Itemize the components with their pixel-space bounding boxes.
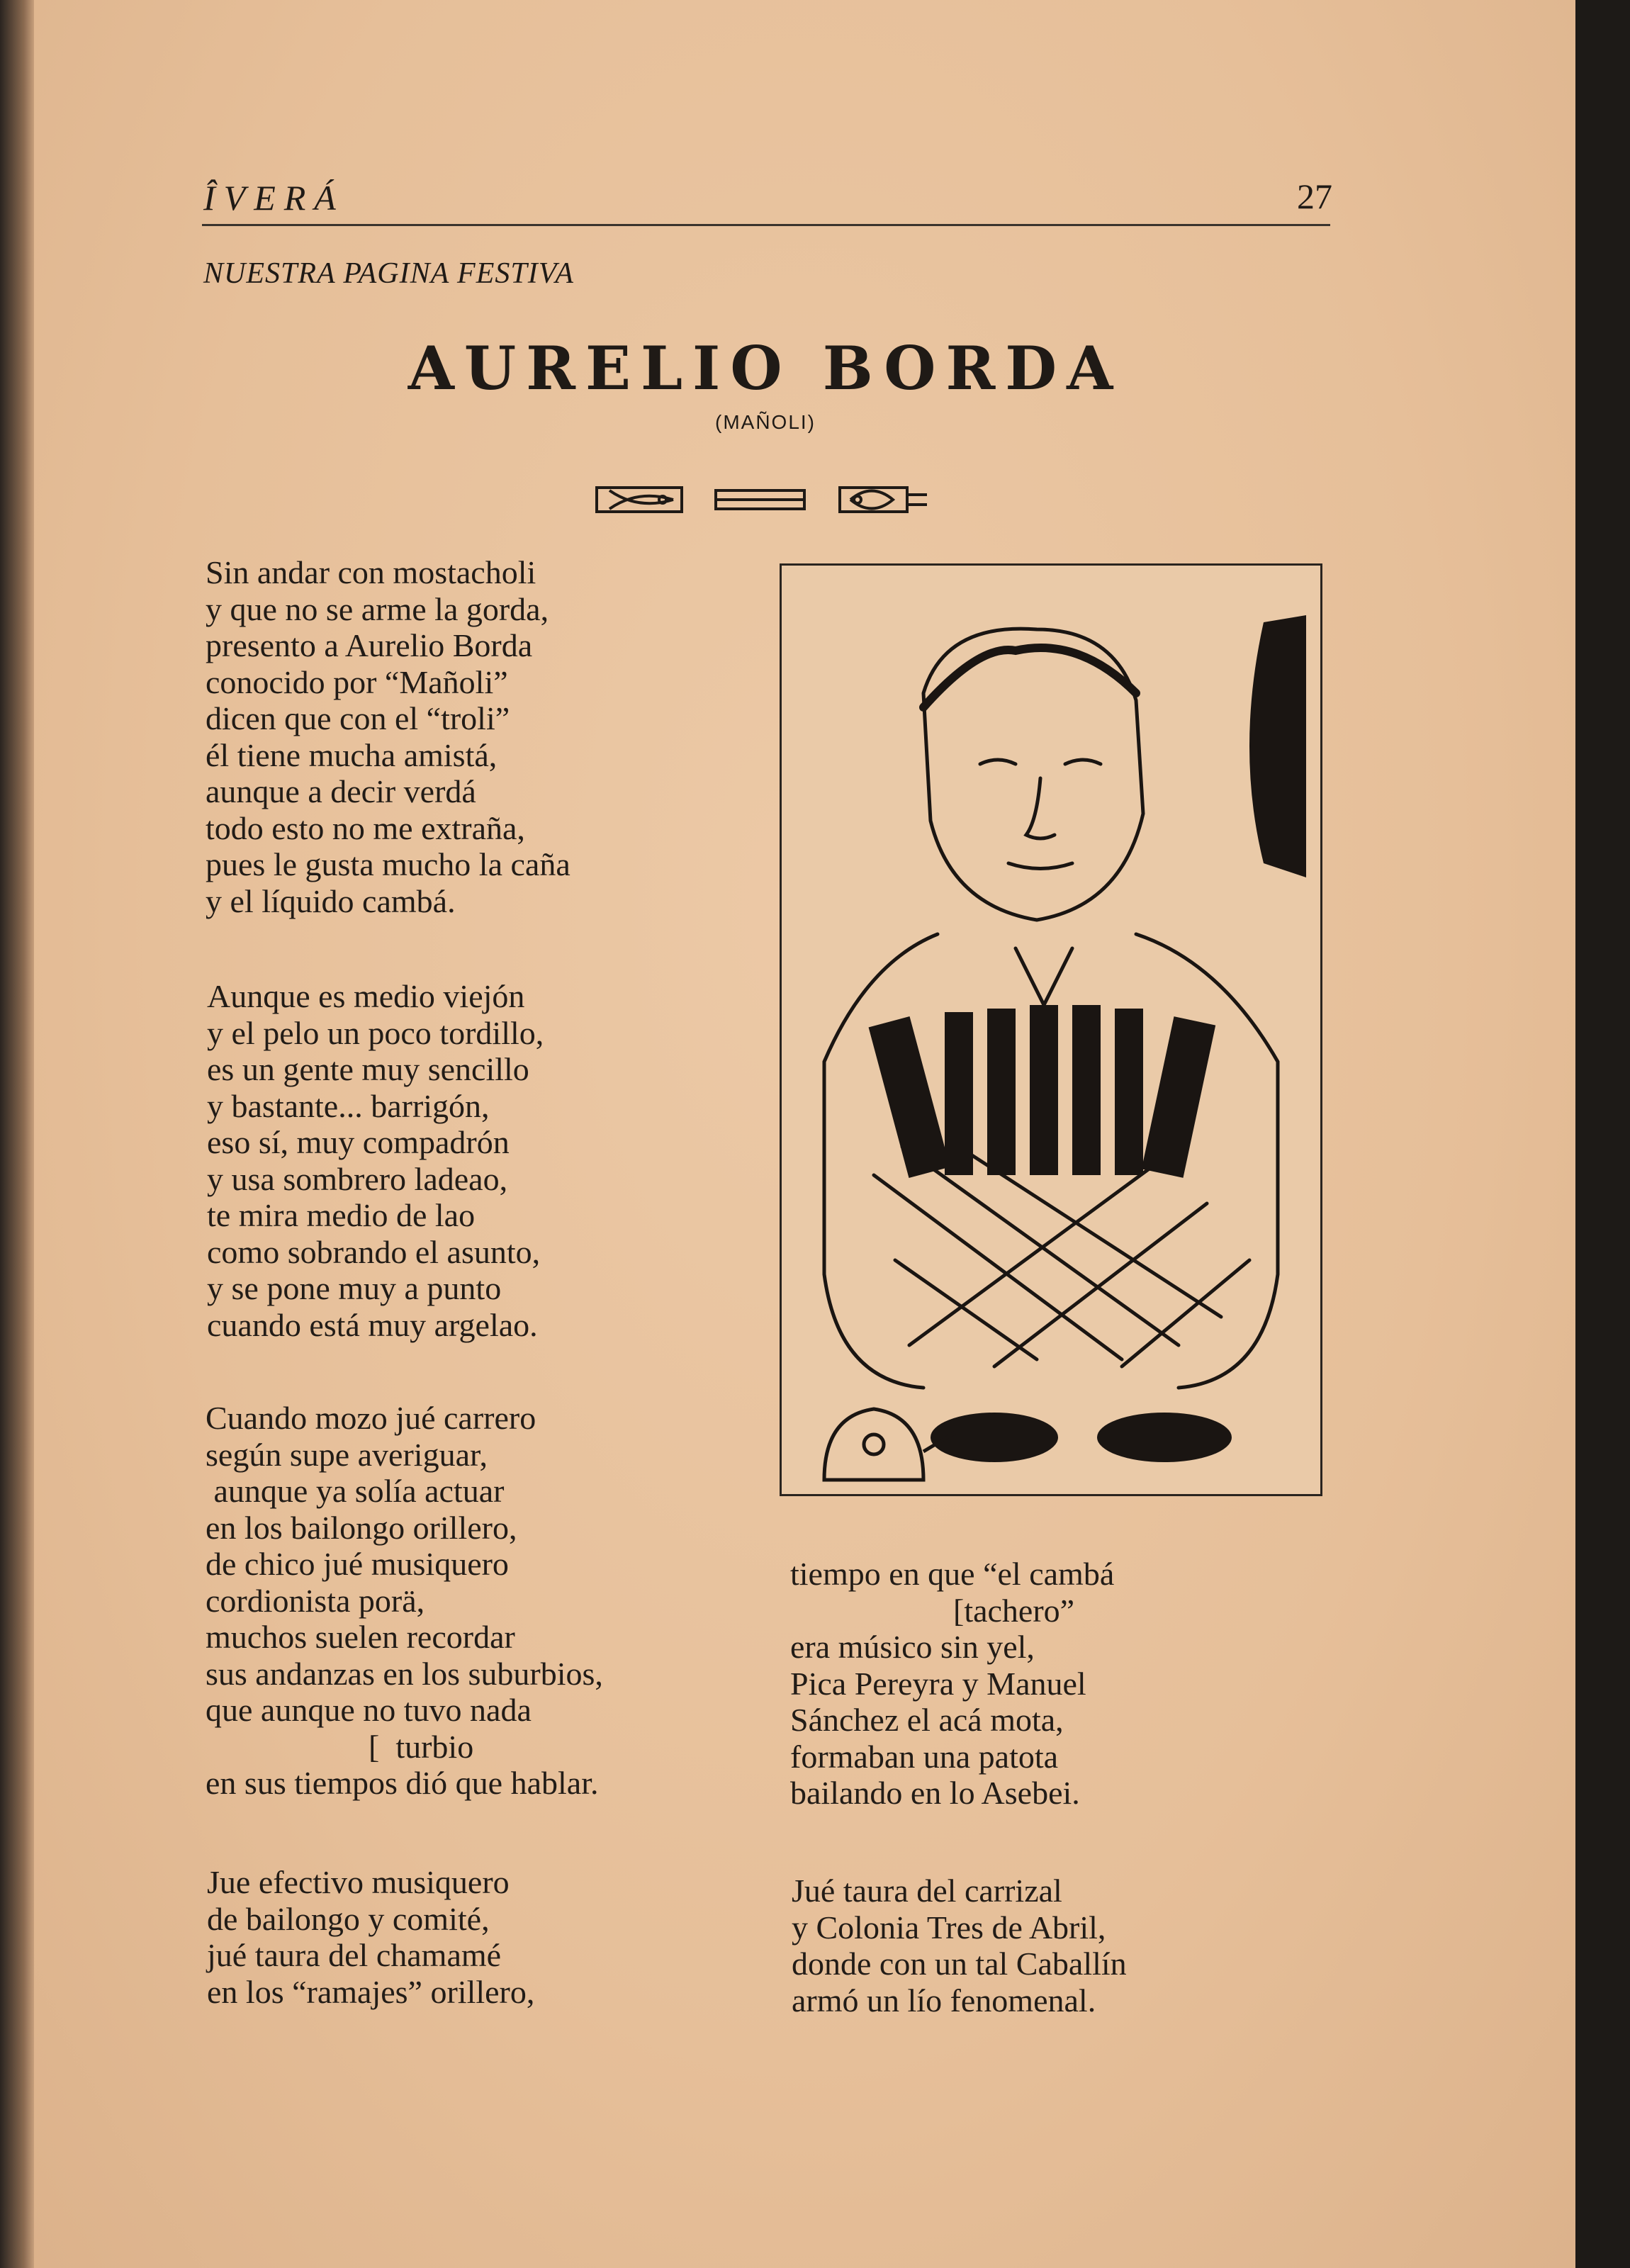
verse-line: es un gente muy sencillo — [207, 1051, 529, 1087]
verse-line: y el líquido cambá. — [206, 882, 456, 919]
verse-line: Pica Pereyra y Manuel — [790, 1665, 1086, 1702]
verse-line: conocido por “Mañoli” — [206, 663, 508, 700]
left-stanza-2 — [207, 978, 544, 1343]
caricature-illustration — [780, 563, 1322, 1496]
verse-line: y bastante... barrigón, — [207, 1087, 490, 1124]
verse-line: Sin andar con mostacholi — [206, 554, 536, 590]
journal-name: ÎVERÁ — [203, 178, 344, 218]
verse-line: y se pone muy a punto — [207, 1270, 502, 1306]
left-stanza-3 — [206, 1400, 603, 1802]
verse-line: Jué taura del carrizal — [792, 1873, 1062, 1909]
verse-line: muchos suelen recordar — [206, 1619, 515, 1655]
verse-line: cordionista porä, — [206, 1582, 425, 1619]
verse-line: y usa sombrero ladeao, — [207, 1160, 508, 1197]
verse-line: él tiene mucha amistá, — [206, 736, 498, 773]
verse-line: en los bailongo orillero, — [206, 1509, 517, 1546]
page-number: 27 — [1297, 176, 1332, 216]
verse-line: como sobrando el asunto, — [207, 1233, 541, 1270]
verse-line: presento a Aurelio Borda — [206, 627, 533, 663]
verse-line: aunque ya solía actuar — [206, 1473, 505, 1509]
left-stanza-1 — [206, 554, 570, 919]
verse-line: formaban una patota — [790, 1738, 1059, 1775]
verse-line: sus andanzas en los suburbios, — [206, 1655, 603, 1692]
verse-line: era músico sin yel, — [790, 1629, 1035, 1665]
verse-line: según supe averiguar, — [206, 1436, 488, 1473]
verse-line: armó un lío fenomenal. — [792, 1982, 1096, 2019]
verse-line: y el pelo un poco tordillo, — [207, 1014, 544, 1051]
verse-line: en sus tiempos dió que hablar. — [206, 1765, 599, 1801]
verse-line: jué taura del chamamé — [207, 1937, 502, 1973]
verse-line: eso sí, muy compadrón — [207, 1124, 510, 1160]
verse-line: Sánchez el acá mota, — [790, 1702, 1064, 1738]
verse-line: de chico jué musiquero — [206, 1546, 509, 1582]
header-rule — [202, 224, 1330, 226]
verse-line: pues le gusta mucho la caña — [206, 846, 570, 882]
verse-line: que aunque no tuvo nada — [206, 1692, 532, 1728]
verse-line: de bailongo y comité, — [207, 1900, 490, 1937]
verse-line: y que no se arme la gorda, — [206, 590, 549, 627]
section-title: NUESTRA PAGINA FESTIVA — [203, 257, 574, 290]
verse-line: Cuando mozo jué carrero — [206, 1400, 536, 1436]
verse-line: dicen que con el “troli” — [206, 700, 510, 736]
article-title: AURELIO BORDA — [408, 333, 1123, 403]
ornament-divider-icon — [595, 482, 928, 517]
verse-line: tiempo en que “el cambá — [790, 1556, 1115, 1592]
verse-line: [ turbio — [206, 1728, 474, 1765]
verse-line: cuando está muy argelao. — [207, 1306, 538, 1343]
verse-line: Aunque es medio viejón — [207, 978, 525, 1014]
verse-line: aunque a decir verdá — [206, 773, 476, 809]
verse-line: Jue efectivo musiquero — [207, 1864, 510, 1900]
accordion-player-caricature-icon — [782, 566, 1320, 1494]
article-subtitle: (MAÑOLI) — [715, 411, 816, 433]
verse-line: bailando en lo Asebei. — [790, 1775, 1080, 1811]
verse-line: todo esto no me extraña, — [206, 809, 525, 846]
right-stanza-1 — [790, 1556, 1114, 1812]
verse-line: [tachero” — [790, 1592, 1075, 1629]
verse-line: donde con un tal Caballín — [792, 1946, 1127, 1982]
right-stanza-2 — [792, 1873, 1127, 2019]
verse-line: te mira medio de lao — [207, 1197, 476, 1233]
verse-line: y Colonia Tres de Abril, — [792, 1909, 1106, 1946]
verse-line: en los “ramajes” orillero, — [207, 1973, 535, 2010]
left-stanza-4 — [207, 1864, 534, 2010]
